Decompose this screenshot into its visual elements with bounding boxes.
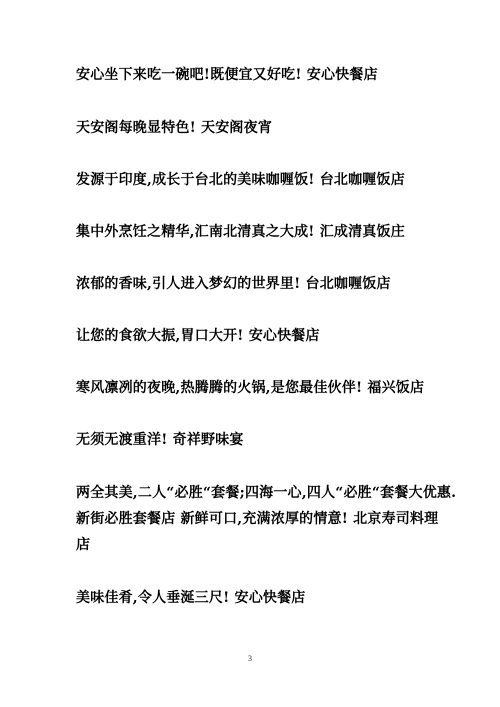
slogan-paragraph-multiline (76, 480, 457, 558)
paragraph-line-1: 两全其美,二人“必胜“套餐;四海一心,四人“必胜“套餐大优惠. (76, 485, 457, 501)
slogan-line-6: 让您的食欲大振,胃口大开! 安心快餐店 (76, 328, 320, 344)
slogan-line-4: 集中外烹饪之精华,汇南北清真之大成! 汇成清真饭庄 (76, 224, 405, 240)
slogan-line-2: 天安阁每晚显特色! 天安阁夜宵 (76, 120, 273, 136)
slogan-line-1: 安心坐下来吃一碗吧!既便宜又好吃! 安心快餐店 (76, 67, 378, 83)
page-number: 3 (248, 654, 252, 663)
slogan-line-5: 浓郁的香味,引人进入梦幻的世界里! 台北咖喱饭店 (76, 276, 391, 292)
paragraph-line-2: 新街必胜套餐店 新鲜可口,充满浓厚的情意! 北京寿司料理 (76, 511, 439, 527)
slogan-line-3: 发源于印度,成长于台北的美味咖喱饭! 台北咖喱饭店 (76, 172, 405, 188)
slogan-line-8: 无须无渡重洋! 奇祥野味宴 (76, 432, 244, 448)
slogan-line-last: 美味佳肴,令人垂涎三尺! 安心快餐店 (76, 590, 306, 606)
paragraph-line-3: 店 (76, 537, 91, 553)
slogan-line-7: 寒风凛冽的夜晚,热腾腾的火锅,是您最佳伙伴! 福兴饭店 (76, 380, 425, 396)
